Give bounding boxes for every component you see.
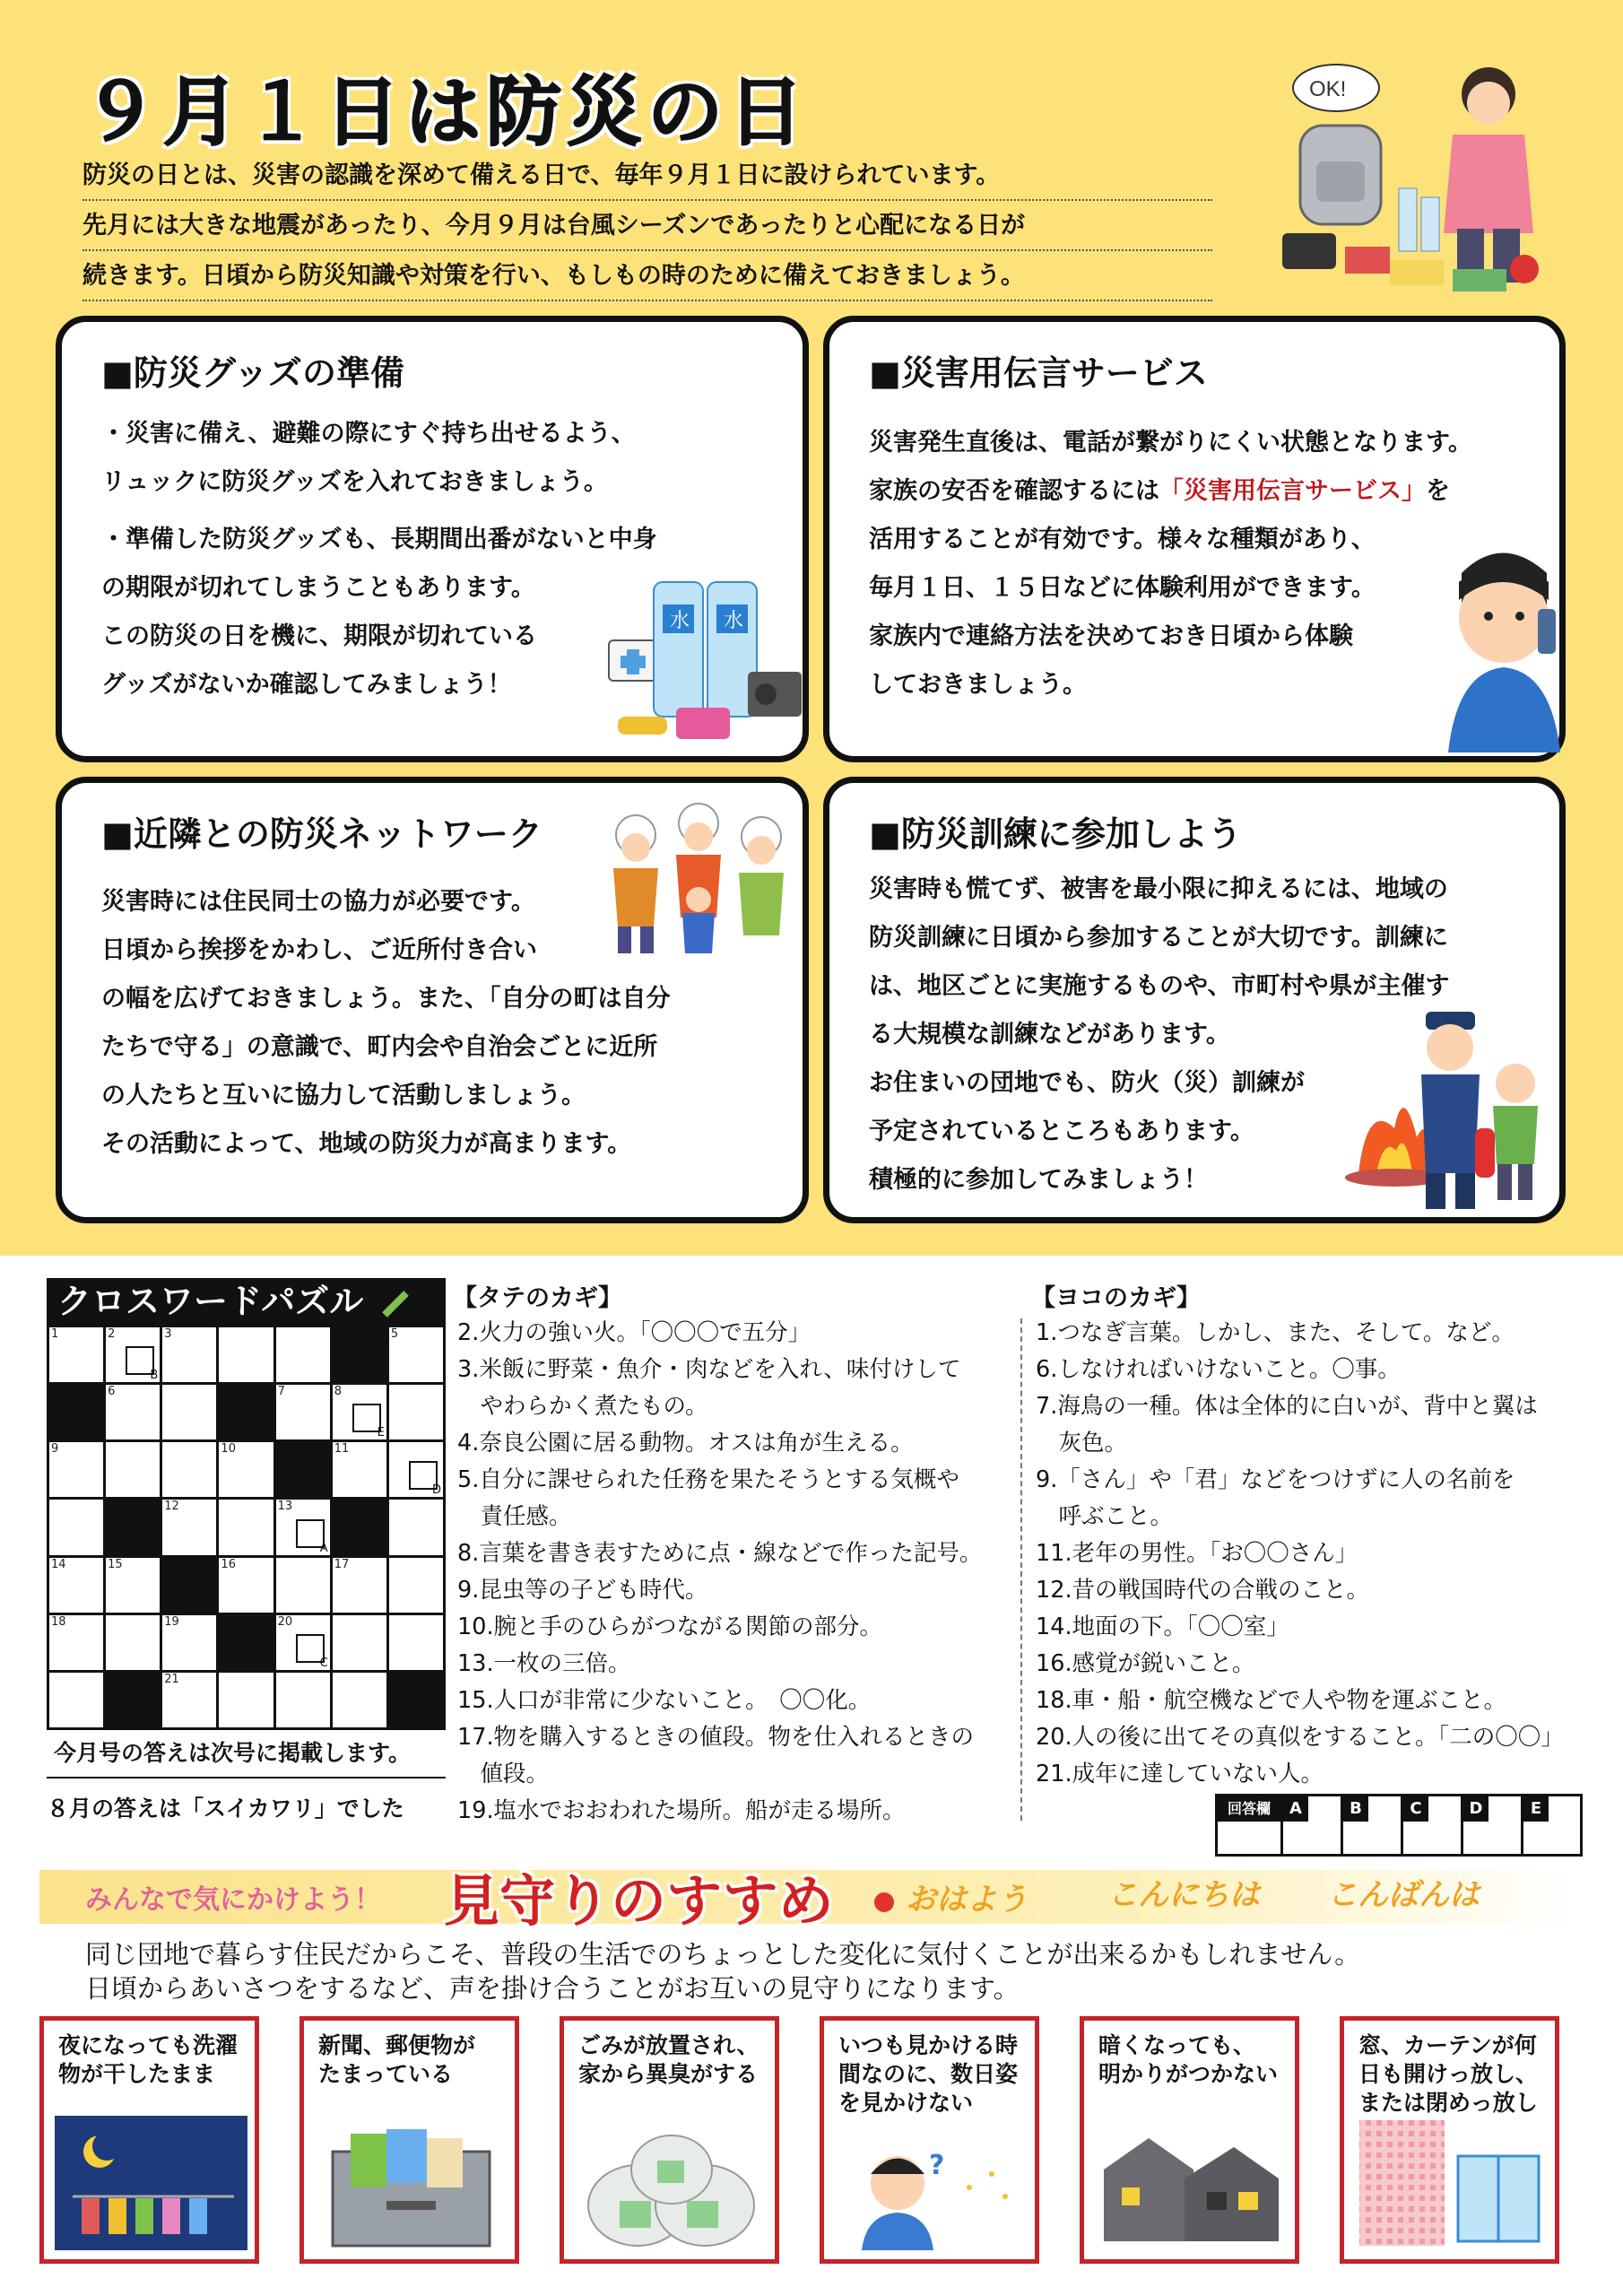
yoko-clues bbox=[1036, 1315, 1564, 1793]
crossword-cell[interactable] bbox=[276, 1558, 330, 1613]
yoko-clue: 9.「さん」や「君」などをつけずに人の名前を bbox=[1036, 1466, 1515, 1493]
crossword-cell[interactable] bbox=[219, 1500, 273, 1554]
message-line: 災害発生直後は、電話が繋がりにくい状態となります。 bbox=[869, 429, 1472, 457]
goods-line: の期限が切れてしまうこともあります。 bbox=[101, 574, 535, 602]
clue-divider bbox=[1020, 1318, 1022, 1821]
goods-body bbox=[101, 410, 657, 709]
crossword-cell[interactable] bbox=[49, 1558, 103, 1613]
dark-house-icon bbox=[1095, 2116, 1288, 2250]
crossword-cell[interactable] bbox=[276, 1500, 330, 1554]
cell-number: 18 bbox=[51, 1614, 66, 1629]
cell-number: 1 bbox=[51, 1327, 59, 1341]
message-service-card bbox=[823, 316, 1566, 762]
crossword-cell[interactable] bbox=[219, 1558, 273, 1613]
tate-clue: 5.自分に課せられた任務を果たそうとする気概や bbox=[457, 1466, 959, 1493]
yoko-clue: 呼ぶこと。 bbox=[1036, 1503, 1174, 1530]
answer-marker-letter: E bbox=[377, 1426, 385, 1440]
cell-number: 3 bbox=[164, 1327, 172, 1341]
yoko-clue: 18.車・船・航空機などで人や物を運ぶこと。 bbox=[1036, 1687, 1507, 1714]
curtain-window-icon bbox=[1355, 2120, 1548, 2250]
goods-line: ・災害に備え、避難の際にすぐ持ち出せるよう、 bbox=[101, 420, 636, 448]
yoko-clue: 6.しなければいけないこと。〇事。 bbox=[1036, 1356, 1401, 1383]
tate-clue: 3.米飯に野菜・魚介・肉などを入れ、味付けして bbox=[457, 1356, 961, 1383]
tate-heading: 【タテのカギ】 bbox=[453, 1284, 622, 1312]
cell-number: 19 bbox=[164, 1614, 179, 1629]
crossword-cell[interactable] bbox=[49, 1327, 103, 1382]
cell-number: 5 bbox=[390, 1327, 399, 1341]
crossword-cell[interactable] bbox=[276, 1615, 330, 1670]
tate-clue: 責任感。 bbox=[457, 1503, 572, 1530]
message-line: しておきましょう。 bbox=[869, 671, 1087, 699]
garbage-bag-icon bbox=[575, 2116, 768, 2250]
cell-number: 6 bbox=[108, 1385, 116, 1399]
yoko-clue: 14.地面の下。「〇〇室」 bbox=[1036, 1613, 1289, 1640]
network-line: その活動によって、地域の防災力が高まります。 bbox=[101, 1130, 632, 1158]
greeting-day: こんにちは bbox=[1107, 1877, 1260, 1913]
cell-number: 14 bbox=[51, 1557, 66, 1571]
yoko-clue: 12.昔の戦国時代の合戦のこと。 bbox=[1036, 1577, 1370, 1604]
message-line: 家族の安否を確認するには bbox=[869, 477, 1159, 505]
answer-slot-letter: D bbox=[1463, 1796, 1488, 1822]
drill-line: は、地区ごとに実施するものや、市町村や県が主催す bbox=[869, 972, 1450, 1000]
crossword-black-cell bbox=[162, 1558, 216, 1613]
crossword-cell[interactable] bbox=[333, 1558, 386, 1613]
crossword-heading-text: クロスワードパズル bbox=[57, 1282, 364, 1321]
network-line: の幅を広げておきましょう。また、「自分の町は自分 bbox=[101, 985, 671, 1013]
yoko-clue: 21.成年に達していない人。 bbox=[1036, 1761, 1324, 1787]
crossword-cell[interactable] bbox=[49, 1673, 103, 1727]
neighborhood-network-card bbox=[56, 777, 809, 1223]
crossword-cell[interactable] bbox=[389, 1442, 443, 1497]
network-title: ■近隣との防災ネットワーク bbox=[101, 814, 542, 854]
goods-card bbox=[56, 316, 809, 762]
crossword-black-cell bbox=[219, 1615, 273, 1670]
cell-number: 21 bbox=[164, 1672, 179, 1686]
crossword-cell[interactable] bbox=[106, 1385, 160, 1439]
cell-number: 7 bbox=[277, 1385, 285, 1399]
crossword-cell[interactable] bbox=[333, 1615, 386, 1670]
crossword-cell[interactable] bbox=[276, 1327, 330, 1382]
greeting-evening: こんばんは bbox=[1327, 1877, 1480, 1913]
tate-clue: 19.塩水でおおわれた場所。船が走る場所。 bbox=[457, 1797, 906, 1824]
message-line: 毎月１日、１５日などに体験利用ができます。 bbox=[869, 574, 1376, 602]
crossword-cell[interactable] bbox=[106, 1558, 160, 1613]
card-text: いつも見かける時 間なのに、数日姿 を見かけない bbox=[838, 2032, 1019, 2116]
crossword-cell[interactable] bbox=[49, 1442, 103, 1497]
divider-line bbox=[47, 1777, 446, 1779]
cell-number: 2 bbox=[108, 1327, 116, 1341]
crossword-black-cell bbox=[276, 1442, 330, 1497]
cell-number: 10 bbox=[221, 1442, 236, 1457]
pencil-icon bbox=[383, 1291, 410, 1318]
answer-slot-letter: C bbox=[1403, 1796, 1428, 1822]
page-title: ９月１日は防災の日 bbox=[82, 68, 810, 156]
fire-drill-illustration bbox=[1341, 994, 1565, 1213]
crossword-cell[interactable] bbox=[162, 1385, 216, 1439]
crossword-black-cell bbox=[333, 1327, 386, 1382]
cell-number: 15 bbox=[108, 1557, 123, 1571]
answer-box[interactable] bbox=[1215, 1794, 1583, 1857]
yoko-clue: 16.感覚が鋭いこと。 bbox=[1036, 1650, 1255, 1677]
card-text: 暗くなっても、 明かりがつかない bbox=[1098, 2032, 1279, 2087]
intro-line: 先月には大きな地震があったり、今月９月は台風シーズンであったりと心配になる日が bbox=[82, 203, 1212, 251]
tate-clue: 17.物を購入するときの値段。物を仕入れるときの bbox=[457, 1724, 975, 1751]
answer-box-label: 回答欄 bbox=[1218, 1796, 1280, 1822]
cell-number: 20 bbox=[277, 1614, 293, 1629]
cell-number: 13 bbox=[277, 1500, 293, 1514]
mimamori-line: 同じ団地で暮らす住民だからこそ、普段の生活でのちょっとした変化に気付くことが出来るかもしれません。 bbox=[85, 1939, 1361, 1970]
sign-card-mail bbox=[299, 2016, 519, 2264]
crossword-cell[interactable] bbox=[389, 1615, 443, 1670]
sign-card-garbage bbox=[560, 2016, 779, 2264]
crossword-cell[interactable] bbox=[389, 1558, 443, 1613]
goods-title: ■防災グッズの準備 bbox=[101, 353, 405, 393]
drill-line: 積極的に参加してみましょう！ bbox=[869, 1166, 1208, 1194]
last-month-answer: ８月の答えは「スイカワリ」でした bbox=[47, 1796, 404, 1822]
answer-marker-letter: A bbox=[319, 1541, 328, 1555]
cell-number: 16 bbox=[221, 1557, 236, 1571]
cell-number: 11 bbox=[334, 1442, 350, 1457]
crossword-black-cell bbox=[219, 1385, 273, 1439]
drill-line: 災害時も慌てず、被害を最小限に抑えるには、地域の bbox=[869, 875, 1448, 903]
crossword-cell[interactable] bbox=[389, 1327, 443, 1382]
goods-line: ・準備した防災グッズも、長期間出番がないと中身 bbox=[101, 526, 657, 553]
answer-marker-letter: D bbox=[431, 1483, 441, 1498]
answer-slot[interactable] bbox=[1521, 1796, 1580, 1854]
emergency-kit-illustration bbox=[1273, 54, 1578, 305]
crossword-heading bbox=[47, 1278, 446, 1325]
network-line: 災害時には住民同士の協力が必要です。 bbox=[101, 888, 535, 916]
cell-number: 12 bbox=[164, 1500, 179, 1514]
night-laundry-icon bbox=[55, 2116, 247, 2250]
drill-line: 防災訓練に日頃から参加することが大切です。訓練に bbox=[869, 924, 1448, 952]
message-body bbox=[869, 419, 1472, 709]
tate-clue: 15.人口が非常に少ないこと。 〇〇化。 bbox=[457, 1687, 872, 1714]
crossword-cell[interactable] bbox=[219, 1673, 273, 1727]
tate-clue: 値段。 bbox=[457, 1761, 550, 1787]
crossword-cell[interactable] bbox=[49, 1500, 103, 1554]
network-body bbox=[101, 878, 671, 1169]
goods-line: グッズがないか確認してみましょう！ bbox=[101, 671, 512, 699]
goods-line: この防災の日を機に、期限が切れている bbox=[101, 622, 537, 650]
answer-marker-letter: C bbox=[319, 1656, 328, 1670]
yoko-heading: 【ヨコのカギ】 bbox=[1031, 1284, 1201, 1312]
mimamori-title: 見守りのすすめ bbox=[444, 1868, 834, 1934]
card-text: ごみが放置され、 家から異臭がする bbox=[578, 2032, 759, 2087]
answer-slot[interactable] bbox=[1401, 1796, 1460, 1854]
answer-slot[interactable] bbox=[1341, 1796, 1400, 1854]
crossword-black-cell bbox=[333, 1500, 386, 1554]
crossword-cell[interactable] bbox=[106, 1442, 160, 1497]
network-line: 日頃から挨拶をかわし、ご近所付き合い bbox=[101, 936, 537, 964]
answer-slot-letter: A bbox=[1283, 1796, 1308, 1822]
crossword-black-cell bbox=[389, 1673, 443, 1727]
crossword-black-cell bbox=[106, 1673, 160, 1727]
goods-line: リュックに防災グッズを入れておきましょう。 bbox=[101, 468, 608, 496]
tate-clue: 13.一枚の三倍。 bbox=[457, 1650, 631, 1677]
crossword-cell[interactable] bbox=[49, 1615, 103, 1670]
crossword-cell[interactable] bbox=[162, 1673, 216, 1727]
network-line: たちで守る」の意識で、町内会や自治会ごとに近所 bbox=[101, 1033, 658, 1061]
cell-number: 9 bbox=[51, 1442, 59, 1457]
crossword-cell[interactable] bbox=[162, 1500, 216, 1554]
yoko-clue: 11.老年の男性。「お〇〇さん」 bbox=[1036, 1540, 1358, 1567]
greeting-morning: おはよう bbox=[906, 1882, 1028, 1918]
svg-text:?: ? bbox=[929, 2150, 945, 2181]
yoko-clue: 1.つなぎ言葉。しかし、また、そして。など。 bbox=[1036, 1319, 1515, 1346]
drill-line: お住まいの団地でも、防火（災）訓練が bbox=[869, 1069, 1305, 1097]
sign-card-dark bbox=[1080, 2016, 1299, 2264]
sun-icon bbox=[874, 1892, 894, 1912]
speech-bubble-text: OK! bbox=[1309, 77, 1347, 101]
crossword-cell[interactable] bbox=[389, 1500, 443, 1554]
tate-clue: 2.火力の強い火。「〇〇〇で五分」 bbox=[457, 1319, 812, 1346]
intro-line: 続きます。日頃から防災知識や対策を行い、もしもの時のために備えておきましょう。 bbox=[82, 253, 1212, 301]
bottle-label: 水 bbox=[724, 610, 744, 632]
crossword-cell[interactable] bbox=[333, 1673, 386, 1727]
drill-title: ■防災訓練に参加しよう bbox=[869, 814, 1242, 854]
crossword-cell[interactable] bbox=[106, 1327, 160, 1382]
mimamori-line: 日頃からあいさつをするなど、声を掛け合うことがお互いの見守りになります。 bbox=[85, 1973, 1020, 2004]
yoko-clue: 7.海鳥の一種。体は全体的に白いが、背中と翼は bbox=[1036, 1393, 1538, 1420]
crossword-cell[interactable] bbox=[162, 1615, 216, 1670]
message-title: ■災害用伝言サービス bbox=[869, 353, 1208, 393]
sign-card-window bbox=[1340, 2016, 1559, 2264]
sign-card-laundry bbox=[39, 2016, 259, 2264]
crossword-cell[interactable] bbox=[162, 1327, 216, 1382]
intro-line: 防災の日とは、災害の認識を深めて備える日で、毎年９月１日に設けられています。 bbox=[82, 152, 1212, 201]
drill-line: 予定されているところもあります。 bbox=[869, 1118, 1254, 1145]
disaster-goods-illustration bbox=[600, 573, 806, 752]
bottle-label: 水 bbox=[670, 610, 690, 632]
mimamori-subtitle: みんなで気にかけよう！ bbox=[85, 1884, 381, 1916]
tate-clue: 9.昆虫等の子ども時代。 bbox=[457, 1577, 708, 1604]
crossword-black-cell bbox=[106, 1500, 160, 1554]
answer-slot-letter: B bbox=[1343, 1796, 1368, 1822]
tate-clue: 4.奈良公園に居る動物。オスは角が生える。 bbox=[457, 1430, 914, 1457]
yoko-clue: 灰色。 bbox=[1036, 1430, 1128, 1457]
crossword-black-cell bbox=[49, 1385, 103, 1439]
mimamori-text bbox=[85, 1937, 1360, 2005]
answer-marker-letter: B bbox=[150, 1369, 159, 1383]
card-text: 新聞、郵便物が たまっている bbox=[318, 2032, 476, 2087]
message-service-highlight: 「災害用伝言サービス」 bbox=[1159, 477, 1426, 505]
answer-slot-letter: E bbox=[1523, 1796, 1549, 1822]
intro-text bbox=[82, 152, 1212, 303]
card-text: 夜になっても洗濯 物が干したまま bbox=[58, 2032, 239, 2087]
crossword-grid bbox=[47, 1325, 446, 1730]
crossword-cell[interactable] bbox=[219, 1442, 273, 1497]
crossword-note: 今月号の答えは次号に掲載します。 bbox=[54, 1740, 412, 1766]
crossword-cell[interactable] bbox=[276, 1385, 330, 1439]
evacuation-group-illustration bbox=[600, 801, 811, 962]
network-line: の人たちと互いに協力して活動しましょう。 bbox=[101, 1082, 586, 1109]
message-line: を bbox=[1426, 477, 1450, 505]
tate-clue: 8.言葉を書き表すために点・線などで作った記号。 bbox=[457, 1540, 983, 1567]
worried-man-icon bbox=[835, 2143, 1028, 2250]
crossword-cell[interactable] bbox=[219, 1327, 273, 1382]
crossword-cell[interactable] bbox=[333, 1385, 386, 1439]
crossword-cell[interactable] bbox=[276, 1673, 330, 1727]
message-line: 家族内で連絡方法を決めておき日頃から体験 bbox=[869, 622, 1353, 650]
man-on-phone-illustration bbox=[1439, 537, 1565, 752]
yoko-clue: 20.人の後に出てその真似をすること。「二の〇〇」 bbox=[1036, 1724, 1564, 1751]
crossword-cell[interactable] bbox=[162, 1442, 216, 1497]
crossword-cell[interactable] bbox=[106, 1615, 160, 1670]
tate-clue: やわらかく煮たもの。 bbox=[457, 1393, 708, 1420]
message-line: 活用することが有効です。様々な種類があり、 bbox=[869, 526, 1376, 553]
sign-card-absent bbox=[820, 2016, 1039, 2264]
answer-slot[interactable] bbox=[1461, 1796, 1520, 1854]
crossword-cell[interactable] bbox=[333, 1442, 386, 1497]
mailbox-icon bbox=[315, 2116, 508, 2250]
drill-line: る大規模な訓練などがあります。 bbox=[869, 1021, 1230, 1048]
tate-clue: 10.腕と手のひらがつながる関節の部分。 bbox=[457, 1613, 883, 1640]
card-text: 窓、カーテンが何 日も開けっ放し、 または閉めっ放し bbox=[1358, 2032, 1539, 2116]
crossword-cell[interactable] bbox=[389, 1385, 443, 1439]
tate-clues bbox=[457, 1315, 982, 1830]
answer-slot[interactable] bbox=[1280, 1796, 1340, 1854]
cell-number: 17 bbox=[334, 1557, 350, 1571]
cell-number: 8 bbox=[334, 1385, 342, 1399]
drill-card bbox=[823, 777, 1566, 1223]
